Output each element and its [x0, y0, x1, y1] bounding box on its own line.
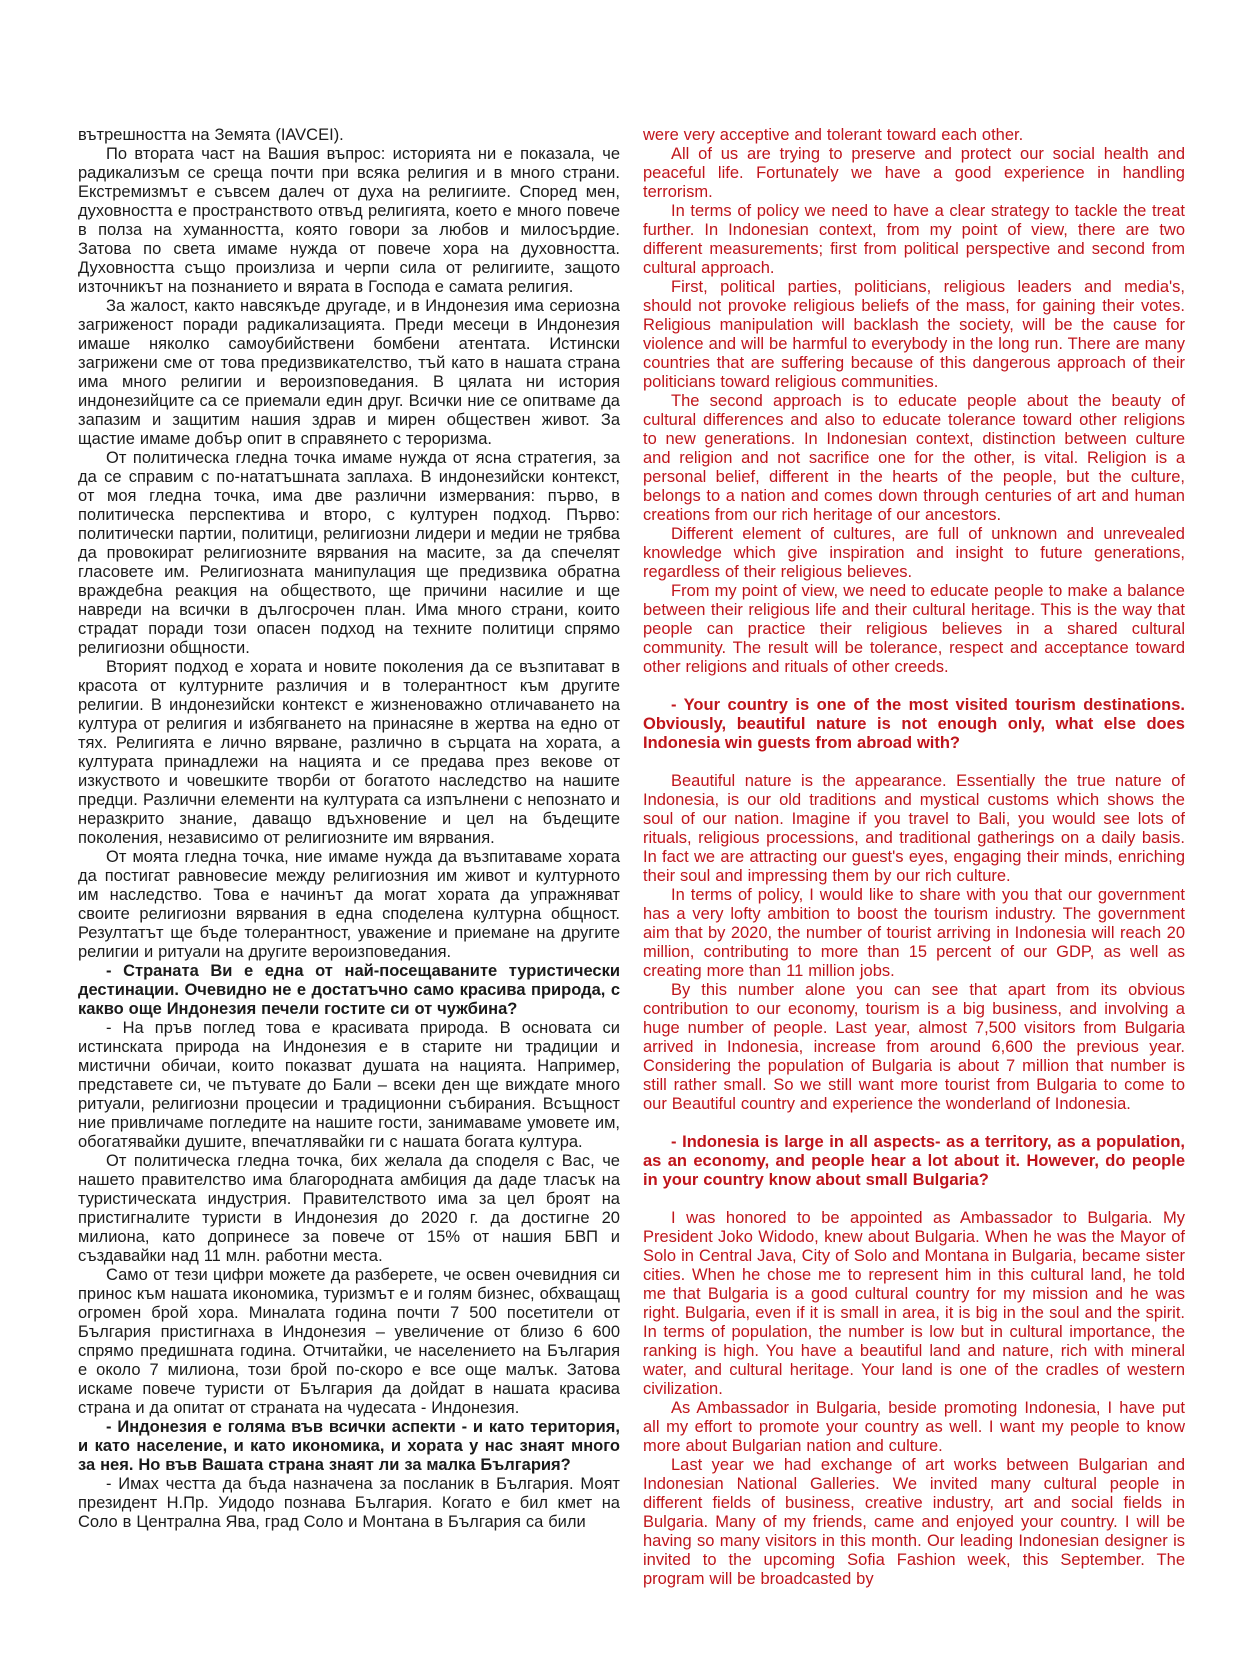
body-paragraph: In terms of policy, I would like to share with you that our government has a very lofty ambition to boost the tourism industry. The government aim that by 2020, the number of tourist arriving in Indonesia will reach 20 million, contributing to more than 15 percent of our GDP, as well as creating more than 11 million jobs.	[643, 886, 1185, 980]
body-paragraph: Last year we had exchange of art works between Bulgarian and Indonesian National Galleries. We invited many cultural people in different fields of business, creative industry, art and social fields in Bulgaria. Many of my friends, came and enjoyed your country. I will be having so many visitors in this month. Our leading Indonesian designer is invited to the upcoming Sofia Fashion week, this September. The program will be broadcasted by	[643, 1456, 1185, 1588]
body-paragraph: От моята гледна точка, ние имаме нужда да възпитаваме хората да постигат равновесие между религиозния им живот и културното им наследство. Това е начинът да могат хората да упражняват своите религиозни вярвания в една споделена културна общност. Резултатът ще бъде толерантност, уважение и приемане на другите религии и ритуали на другите вероизповедания.	[78, 848, 620, 961]
body-paragraph: Beautiful nature is the appearance. Essentially the true nature of Indonesia, is our old traditions and mystical customs which shows the soul of our nation. Imagine if you travel to Bali, you would see lots of rituals, religious processions, and traditional gatherings on a daily basis. In fact we are attracting our guest's eyes, engaging their minds, enriching their soul and impressing them by our rich culture.	[643, 772, 1185, 885]
body-paragraph: Само от тези цифри можете да разберете, че освен очевидния си принос към нашата икономика, туризмът е и голям бизнес, обхващащ огромен брой хора. Миналата година почти 7 500 посетители от България пристигнаха в Индонезия – увеличение от близо 6 600 спрямо предишната година. Отчитайки, че населението на България е около 7 милиона, този брой по-скоро е все още малък. Затова искаме повече туристи от България да дойдат в нашата красива страна и да опитат от страната на чудесата - Индонезия.	[78, 1266, 620, 1417]
body-paragraph: - На пръв поглед това е красивата природа. В основата си истинската природа на Индонезия е в старите ни традиции и мистични обичаи, които показват душата на нацията. Например, представете си, че пътувате до Бали – всеки ден ще виждате много ритуали, религиозни процесии и традиционни събирания. Всъщност ние привличаме погледите на нашите гости, занимаваме умовете им, обогатявайки душите, впечатлявайки ги с нашата богата култура.	[78, 1019, 620, 1151]
body-paragraph: По втората част на Вашия въпрос: историята ни е показала, че радикализъм се среща почти при всяка религия и в много страни. Екстремизмът е съвсем далеч от духа на религиите. Според мен, духовността е пространството отвъд религията, което е много повече в полза на хуманността, която говори за любов и милосърдие. Затова по света имаме нужда от повече хора на духовността. Духовността също произлиза и черпи сила от религиите, защото източникът на познанието и вярата в Господа е самата религия.	[78, 145, 620, 296]
body-paragraph: By this number alone you can see that apart from its obvious contribution to our economy, tourism is a big business, and involving a huge number of people. Last year, almost 7,500 visitors from Bulgaria arrived in Indonesia, increase from around 6,600 the previous year. Considering the population of Bulgaria is about 7 million that number is still rather small. So we still want more tourist from Bulgaria to come to our Beautiful country and experience the wonderland of Indonesia.	[643, 981, 1185, 1113]
body-paragraph: вътрешността на Земята (IAVCEI).	[78, 126, 344, 144]
body-paragraph: - Имах честта да бъда назначена за посланик в България. Моят президент Н.Пр. Уидодо познава България. Когато е бил кмет на Соло в Централна Ява, град Соло и Монтана в България са били	[78, 1475, 620, 1531]
interview-question-paragraph: - Индонезия е голяма във всички аспекти - и като територия, и като население, и като икономика, и хората у нас знаят много за нея. Но във Вашата страна знаят ли за малка България?	[78, 1418, 620, 1474]
body-paragraph: I was honored to be appointed as Ambassador to Bulgaria. My President Joko Widodo, knew about Bulgaria. When he was the Mayor of Solo in Central Java, City of Solo and Montana in Bulgaria, became sister cities. When he chose me to represent him in this cultural land, he told me that Bulgaria is a good cultural country for my mission and he was right. Bulgaria, even if it is small in area, it is big in the soul and the spirit. In terms of population, the number is low but in cultural importance, the ranking is high. You have a beautiful land and nature, rich with mineral water, and cultural heritage. Your land is one of the cradles of western civilization.	[643, 1209, 1185, 1398]
body-paragraph: As Ambassador in Bulgaria, beside promoting Indonesia, I have put all my effort to promote your country as well. I want my people to know more about Bulgarian nation and culture.	[643, 1399, 1185, 1455]
interview-question-paragraph: - Your country is one of the most visited tourism destinations. Obviously, beautiful nature is not enough only, what else does Indonesia win guests from abroad with?	[643, 696, 1185, 752]
body-paragraph: Different element of cultures, are full of unknown and unrevealed knowledge which give inspiration and insight to future generations, regardless of their religious believes.	[643, 525, 1185, 581]
left-column-bulgarian-text	[78, 126, 620, 1654]
body-paragraph: were very acceptive and tolerant toward each other.	[643, 126, 1024, 144]
body-paragraph: Вторият подход е хората и новите поколения да се възпитават в красота от културните различия и в толерантност към другите религии. В индонезийски контекст е жизненоважно отличаването на култура от религия и избягването на принасяне в жертва на едно от тях. Религията е лично вярване, различно в сърцата на хората, а културата принадлежи на нацията и се предава през векове от изкуството и човешките творби от богатото наследство на нашите предци. Различни елементи на културата са изпълнени с непознато и неразкрито знание, даващо вдъхновение и цел на бъдещите поколения, независимо от религиозните им вярвания.	[78, 658, 620, 847]
body-paragraph: The second approach is to educate people about the beauty of cultural differences and also to educate tolerance toward other religions to new generations. In Indonesian context, distinction between culture and religion and not sacrifice one for the other, is vital. Religion is a personal belief, different in the hearts of the people, but the culture, belongs to a nation and comes down through centuries of art and human creations from our rich heritage of our ancestors.	[643, 392, 1185, 524]
body-paragraph: From my point of view, we need to educate people to make a balance between their religious life and their cultural heritage. This is the way that people can practice their religious believes in a shared cultural community. The result will be tolerance, respect and acceptance toward other religions and rituals of other creeds.	[643, 582, 1185, 676]
body-paragraph: За жалост, както навсякъде другаде, и в Индонезия има сериозна загриженост поради радикализацията. Преди месеци в Индонезия имаше няколко самоубийствени бомбени атентата. Истински загрижени сме от това предизвикателство, тъй като в нашата страна има много религии и вероизповедания. В цялата ни история индонезийците са се приемали един друг. Всички ние се опитваме да запазим и защитим нашия здрав и мирен обществен живот. За щастие имаме добър опит в справянето с тероризма.	[78, 297, 620, 448]
interview-question-paragraph: - Страната Ви е една от най-посещаваните туристически дестинации. Очевидно не е достатъчно само красива природа, с какво още Индонезия печели гостите си от чужбина?	[78, 962, 620, 1018]
body-paragraph: От политическа гледна точка имаме нужда от ясна стратегия, за да се справим с по-нататъшната заплаха. В индонезийски контекст, от моя гледна точка, има две различни измервания: първо, в политическа перспектива и второ, с културен подход. Първо: политически партии, политици, религиозни лидери и медии не трябва да провокират религиозните вярвания на масите, за да спечелят гласовете им. Религиозната манипулация ще предизвика обратна враждебна реакция на обществото, ще причини насилие и ще навреди на всички в дългосрочен план. Има много страни, които страдат поради този опасен подход на техните политици спрямо религиозни общности.	[78, 449, 620, 657]
body-paragraph: От политическа гледна точка, бих желала да споделя с Вас, че нашето правителство има благородната амбиция да даде тласък на туристическата индустрия. Правителството има за цел броят на пристигналите туристи в Индонезия до 2020 г. да достигне 20 милиона, като допринесе за повече от 15% от нашия БВП и създавайки над 11 млн. работни места.	[78, 1152, 620, 1265]
body-paragraph: In terms of policy we need to have a clear strategy to tackle the treat further. In Indonesian context, from my point of view, there are two different measurements; first from political perspective and second from cultural approach.	[643, 202, 1185, 277]
body-paragraph: All of us are trying to preserve and protect our social health and peaceful life. Fortunately we have a good experience in handling terrorism.	[643, 145, 1185, 201]
interview-question-paragraph: - Indonesia is large in all aspects- as a territory, as a population, as an economy, and people hear a lot about it. However, do people in your country know about small Bulgaria?	[643, 1133, 1185, 1189]
right-column-english-text	[643, 126, 1185, 1654]
body-paragraph: First, political parties, politicians, religious leaders and media's, should not provoke religious beliefs of the mass, for gaining their votes. Religious manipulation will backlash the society, will be the cause for violence and will be harmful to everybody in the long run. There are many countries that are suffering because of this dangerous approach of their politicians toward religious communities.	[643, 278, 1185, 391]
